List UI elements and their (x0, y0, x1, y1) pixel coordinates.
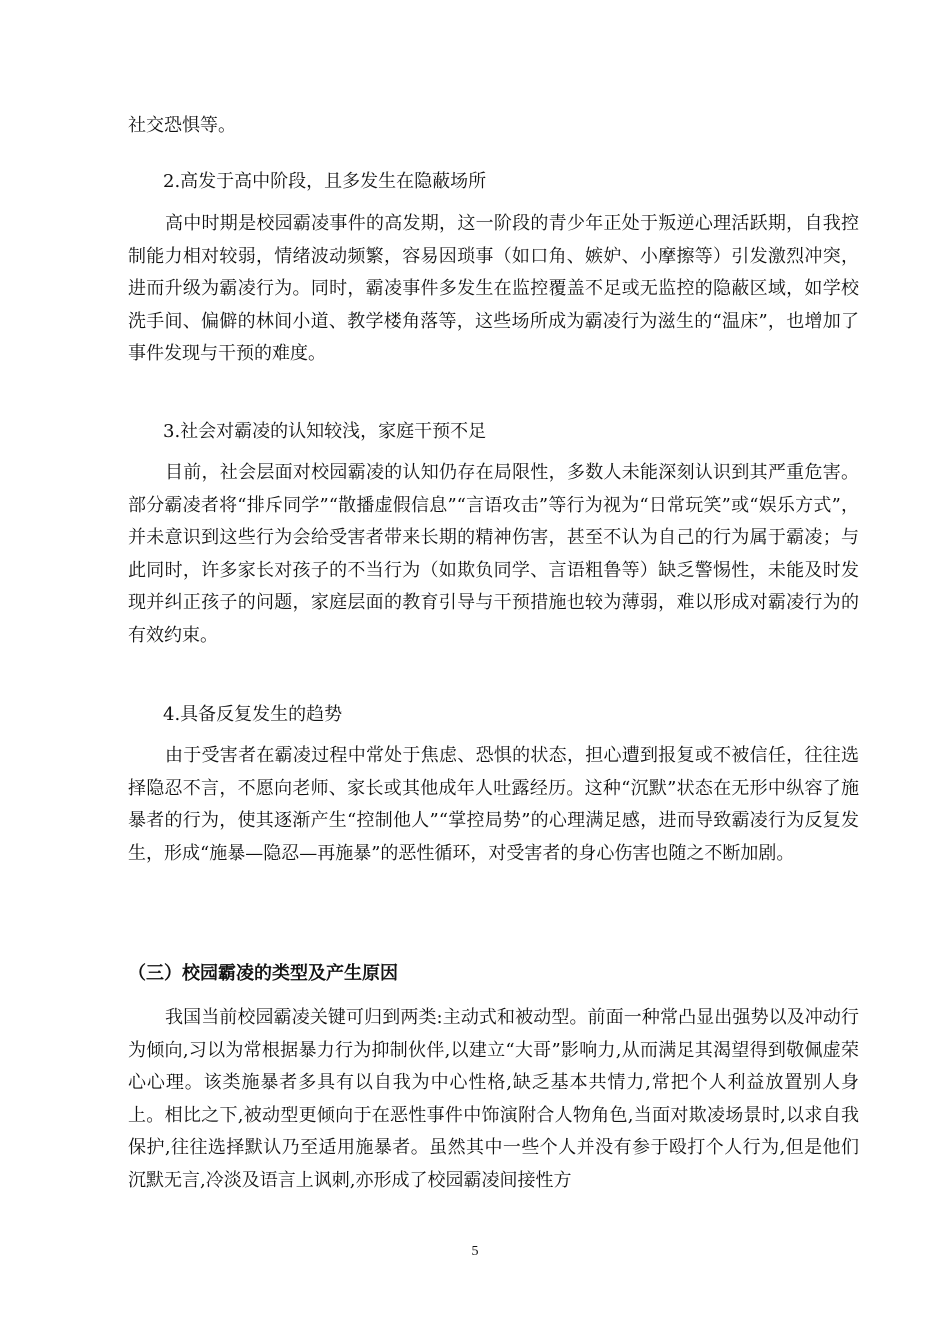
paragraph-3: 目前，社会层面对校园霸凌的认知仍存在局限性，多数人未能深刻认识到其严重危害。部分霸凌者将“排斥同学”“散播虚假信息”“言语攻击”等行为视为“日常玩笑”或“娱乐方式”，并未意识到这些行为会给受害者带来长期的精神伤害，甚至不认为自己的行为属于霸凌；与此同时，许多家长对孩子的不当行为（如欺负同学、言语粗鲁等）缺乏警惕性，未能及时发现并纠正孩子的问题，家庭层面的教育引导与干预措施也较为薄弱，难以形成对霸凌行为的有效约束。 (128, 462, 859, 646)
paragraph-5: 我国当前校园霸凌关键可归到两类:主动式和被动型。前面一种常凸显出强势以及冲动行为倾向,习以为常根据暴力行为抑制伙伴,以建立“大哥”影响力,从而满足其渴望得到敬佩虚荣心心理。该类施暴者多具有以自我为中心性格,缺乏基本共情力,常把个人利益放置别人身上。相比之下,被动型更倾向于在恶性事件中饰演附合人物角色,当面对欺凌场景时,以求自我保护,往往选择默认乃至适用施暴者。虽然其中一些个人并没有参于殴打个人行为,但是他们沉默无言,冷淡及语言上讽刺,亦形成了校园霸凌间接性方 (128, 1007, 859, 1191)
paragraph-2: 高中时期是校园霸凌事件的高发期，这一阶段的青少年正处于叛逆心理活跃期，自我控制能力相对较弱，情绪波动频繁，容易因琐事（如口角、嫉妒、小摩擦等）引发激烈冲突，进而升级为霸凌行为。同时，霸凌事件多发生在监控覆盖不足或无监控的隐蔽区域，如学校洗手间、偏僻的林间小道、教学楼角落等，这些场所成为霸凌行为滋生的“温床”，也增加了事件发现与干预的难度。 (128, 213, 859, 364)
subheading-4: 4.具备反复发生的趋势 (163, 704, 343, 725)
paragraph-continuation: 社交恐惧等。 (128, 115, 236, 136)
section-title: （三）校园霸凌的类型及产生原因 (128, 963, 398, 984)
paragraph-4: 由于受害者在霸凌过程中常处于焦虑、恐惧的状态，担心遭到报复或不被信任，往往选择隐忍不言，不愿向老师、家长或其他成年人吐露经历。这种“沉默”状态在无形中纵容了施暴者的行为，使其逐渐产生“控制他人”“掌控局势”的心理满足感，进而导致霸凌行为反复发生，形成“施暴—隐忍—再施暴”的恶性循环，对受害者的身心伤害也随之不断加剧。 (128, 745, 859, 864)
page-number: 5 (471, 1244, 479, 1259)
subheading-3: 3.社会对霸凌的认知较浅，家庭干预不足 (163, 421, 487, 442)
subheading-2: 2.高发于高中阶段，且多发生在隐蔽场所 (163, 171, 487, 192)
